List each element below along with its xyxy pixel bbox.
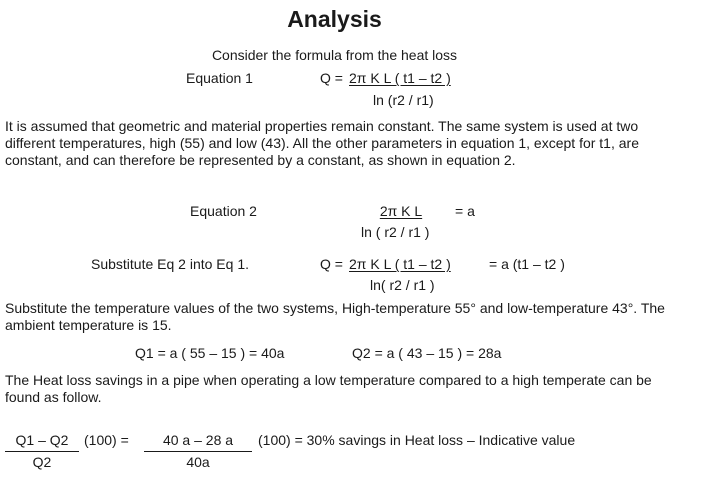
savings-fraction-1-numerator: Q1 – Q2: [5, 432, 79, 452]
equation-1-denominator: ln (r2 / r1): [373, 92, 434, 108]
equation-1-lhs: Q =: [320, 70, 343, 86]
equation-2-label: Equation 2: [190, 203, 257, 219]
savings-fraction-2: [144, 432, 252, 471]
paragraph-assumptions: It is assumed that geometric and material properties remain constant. The same system is used at two different temperatures, high (55) and low (43). All the other parameters in equation 1, except for t1, are constant, and can therefore be represented by a constant, as shown in equation 2.: [5, 118, 639, 168]
equation-1-numerator: 2π K L ( t1 – t2 ): [349, 70, 451, 86]
savings-multiplier: (100) =: [84, 432, 129, 448]
q1-equation: Q1 = a ( 55 – 15 ) = 40a: [135, 345, 285, 361]
savings-fraction-2-numerator: 40 a – 28 a: [144, 432, 252, 452]
substitution-label: Substitute Eq 2 into Eq 1.: [91, 256, 249, 272]
substitution-numerator: 2π K L ( t1 – t2 ): [349, 256, 451, 272]
page-title: Analysis: [287, 6, 382, 32]
equation-2-rhs: = a: [455, 203, 475, 219]
savings-fraction-1-denominator: Q2: [32, 454, 52, 470]
paragraph-temperatures: Substitute the temperature values of the two systems, High-temperature 55° and low-temperature 43°. The ambient temperature is 15.: [5, 300, 665, 333]
intro-text: Consider the formula from the heat loss: [211, 47, 458, 63]
substitution-lhs: Q =: [320, 256, 343, 272]
equation-2-numerator: 2π K L: [379, 203, 423, 219]
savings-result: (100) = 30% savings in Heat loss – Indicative value: [258, 432, 576, 448]
savings-fraction-2-denominator: 40a: [186, 454, 210, 470]
equation-2-denominator: ln ( r2 / r1 ): [361, 224, 430, 240]
substitution-rhs: = a (t1 – t2 ): [489, 256, 565, 272]
substitution-denominator: ln( r2 / r1 ): [370, 277, 435, 293]
equation-1-label: Equation 1: [186, 70, 253, 86]
savings-fraction-1: [5, 432, 79, 471]
paragraph-savings: The Heat loss savings in a pipe when operating a low temperature compared to a high temperate can be found as follow.: [5, 372, 652, 405]
q2-equation: Q2 = a ( 43 – 15 ) = 28a: [352, 345, 502, 361]
